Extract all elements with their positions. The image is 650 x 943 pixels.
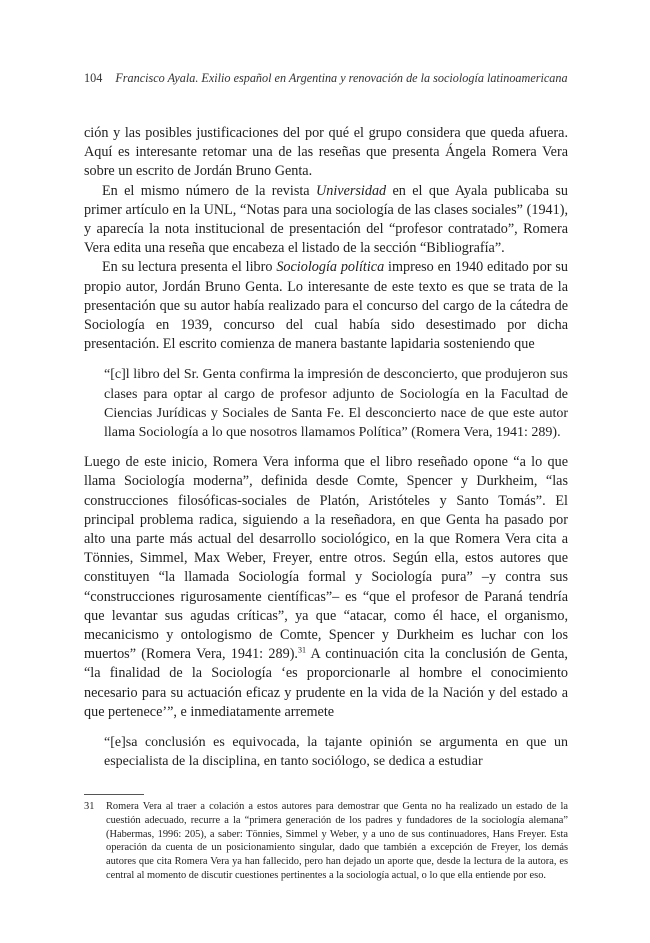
journal-title: Universidad xyxy=(315,182,387,199)
paragraph-3-start: En su lectura presenta el libro xyxy=(102,259,277,276)
paragraph-2-rest: en el que Ayala publicaba su primer artículo en la UNL, “Notas para una sociología de las clases sociales” (1941), y aparecía la nota institucional de presentación del “profesor contratado”, Romera Vera edita una reseña que encabeza el listado de la sección “Bibliografía”. xyxy=(84,182,569,257)
paragraph-3-rest: impreso en 1940 editado por su propio autor, Jordán Bruno Genta. Lo interesante de este texto es que se trata de la presentación que su autor había realizado para el concurso del cargo de la cátedra de Sociología en 1939, concurso del cual había sido desestimado por dicha presentación. El escrito comienza de manera bastante lapidaria sosteniendo que xyxy=(84,259,568,353)
footnote-number: 31 xyxy=(84,801,95,812)
footnote xyxy=(84,800,568,883)
block-quote-1: “[c]l libro del Sr. Genta confirma la impresión de desconcierto, que produjeron sus clases para optar al cargo de profesor adjunto de Sociología en la Facultad de Ciencias Jurídicas y Sociales de Santa Fe. El desconcierto nace de que este autor llama Sociología a lo que nosotros llamamos Política” (Romera Vera, 1941: 289). xyxy=(104,367,568,441)
page-number: 104 xyxy=(84,71,103,85)
paragraph-2 xyxy=(84,182,568,259)
book-title: Sociología política xyxy=(276,259,385,276)
block-quote-2: “[e]sa conclusión es equivocada, la tajante opinión se argumenta en que un especialista de la disciplina, en tanto sociólogo, se dedica a estudiar xyxy=(104,735,568,770)
body-text xyxy=(84,124,568,783)
running-header xyxy=(84,70,566,86)
paragraph-1: ción y las posibles justificaciones del por qué el grupo considera que queda afuera. Aquí es interesante retomar una de las reseñas que presenta Ángela Romera Vera sobre un escrito de Jordán Bruno Genta. xyxy=(84,125,568,180)
paragraph-3 xyxy=(84,258,568,354)
footnote-divider xyxy=(84,794,144,795)
paragraph-4-rest: A continuación cita la conclusión de Genta, “la finalidad de la Sociología ‘es proporcionarle al hombre el conocimiento necesario para su actuación eficaz y prudente en la vida de la Nación y del estado a que pertenece’”, e inmediatamente arremete xyxy=(84,646,568,720)
footnote-text: Romera Vera al traer a colación a estos autores para demostrar que Genta no ha realizado un estado de la cuestión adecuado, recurre a la “primera generación de los padres y fundadores de la sociología alemana” (Habermas, 1996: 205), a saber: Tönnies, Simmel y Weber, y a uno de sus continuadores, Hans Freyer. Esta operación da cuenta de un posicionamiento singular, dado que también a excepción de Freyer, los demás autores que cita Romera Vera ya han fallecido, pero han dejado un aporte que, desde la lectura de la autora, es central al momento de discutir cuestiones pertinentes a la sociología actual, o lo que ella entiende por eso. xyxy=(106,801,568,881)
paragraph-4-start: Luego de este inicio, Romera Vera informa que el libro reseñado opone “a lo que llama Sociología moderna”, definida desde Comte, Spencer y Durkheim, “las construcciones filosóficas-sociales de Platón, Aristóteles y Santo Tomás”. El principal problema radica, siguiendo a la reseñadora, en que Genta ha pasado por alto una parte más actual del desarrollo sociológico, en la que Romera Vera cita a Tönnies, Simmel, Max Weber, Freyer, entre otros. Según ella, estos autores que constituyen “la llamada Sociología formal y Sociología pura” –y contra sus “construcciones rigurosamente científicas”– es “que el profesor de Paraná tendría que levantar sus agudas críticas”, ya que “atacar, como él hace, el organismo, mecanicismo y ontologismo de Comte, Spencer y Durkheim es luchar con los muertos” (Romera Vera, 1941: 289). xyxy=(84,454,568,663)
paragraph-2-start: En el mismo número de la revista xyxy=(102,182,316,199)
paragraph-4 xyxy=(84,453,568,722)
footnote-reference: 31 xyxy=(297,645,306,655)
running-title: Francisco Ayala. Exilio español en Argentina y renovación de la sociología latinoamericana xyxy=(115,71,568,85)
